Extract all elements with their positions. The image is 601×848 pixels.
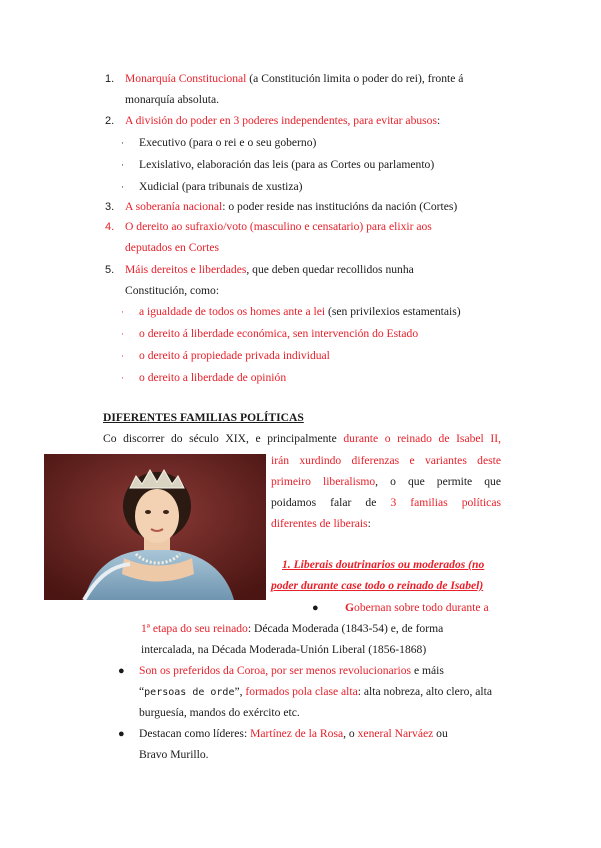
sub-heading: poder durante case todo o reinado de Isabel) <box>271 579 484 592</box>
bullet-line: 1ª etapa do seu reinado: Década Moderada (1843-54) e, de forma <box>141 622 444 635</box>
bullet-line: Gobernan sobre todo durante a <box>345 601 489 614</box>
tick-bullet-icon: · <box>121 138 124 148</box>
bullet-line: intercalada, na Década Moderada-Unión Liberal (1856-1868) <box>141 643 427 656</box>
tick-bullet-icon: · <box>121 373 124 383</box>
tick-bullet-icon: · <box>121 351 124 361</box>
sub-item: a igualdade de todos os homes ante a lei (sen privilexios estamentais) <box>139 305 461 318</box>
sub-heading: 1. Liberais doutrinarios ou moderados (no <box>282 558 485 571</box>
queen-portrait <box>44 454 266 600</box>
tick-bullet-icon: · <box>121 182 124 192</box>
sub-item: o dereito a liberdade de opinión <box>139 371 287 384</box>
wrap-line: primeiro liberalismo, o que permite que <box>271 475 501 488</box>
bullet-line: Bravo Murillo. <box>139 748 209 761</box>
list-item-4-cont: deputados en Cortes <box>125 241 220 254</box>
section-heading: DIFERENTES FAMILIAS POLÍTICAS <box>103 411 304 424</box>
wrap-line: diferentes de liberais: <box>271 517 371 530</box>
list-number: 3. <box>105 201 115 213</box>
list-item-3: A soberanía nacional: o poder reside nas institucións da nación (Cortes) <box>125 200 458 213</box>
bullet-line: “persoas de orde”, formados pola clase alta: alta nobreza, alto clero, alta <box>139 685 492 698</box>
list-item-4: O dereito ao sufraxio/voto (masculino e censatario) para elixir aos <box>125 220 432 233</box>
bullet-line: burguesía, mandos do exército etc. <box>139 706 300 719</box>
list-item-1: Monarquía Constitucional (a Constitución limita o poder do rei), fronte á <box>125 72 464 85</box>
bullet-icon: ● <box>312 602 319 614</box>
intro-line: Co discorrer do século XIX, e principalmente durante o reinado de Isabel II, <box>103 432 501 445</box>
list-item-5: Máis dereitos e liberdades, que deben quedar recollidos nunha <box>125 263 414 276</box>
sub-item: Xudicial (para tribunais de xustiza) <box>139 180 303 193</box>
sub-item: o dereito á liberdade económica, sen intervención do Estado <box>139 327 419 340</box>
list-item-5-cont: Constitución, como: <box>125 284 220 297</box>
list-number: 5. <box>105 264 115 276</box>
list-item-1-cont: monarquía absoluta. <box>125 93 220 106</box>
wrap-line: poidamos falar de 3 familias políticas <box>271 496 501 509</box>
wrap-line: irán xurdindo diferenzas e variantes deste <box>271 454 501 467</box>
list-item-2: A división do poder en 3 poderes independentes, para evitar abusos: <box>125 114 441 127</box>
bullet-icon: ● <box>118 665 125 677</box>
sub-item: Executivo (para o rei e o seu goberno) <box>139 136 317 149</box>
bullet-line: Son os preferidos da Coroa, por ser menos revolucionarios e máis <box>139 664 444 677</box>
sub-item: Lexislativo, elaboración das leis (para as Cortes ou parlamento) <box>139 158 435 171</box>
tick-bullet-icon: · <box>121 329 124 339</box>
bullet-icon: ● <box>118 728 125 740</box>
list-number: 1. <box>105 73 115 85</box>
list-number: 2. <box>105 115 115 127</box>
tick-bullet-icon: · <box>121 307 124 317</box>
list-number: 4. <box>105 221 115 233</box>
bullet-line: Destacan como líderes: Martínez de la Rosa, o xeneral Narváez ou <box>139 727 448 740</box>
tick-bullet-icon: · <box>121 160 124 170</box>
sub-item: o dereito á propiedade privada individual <box>139 349 330 362</box>
